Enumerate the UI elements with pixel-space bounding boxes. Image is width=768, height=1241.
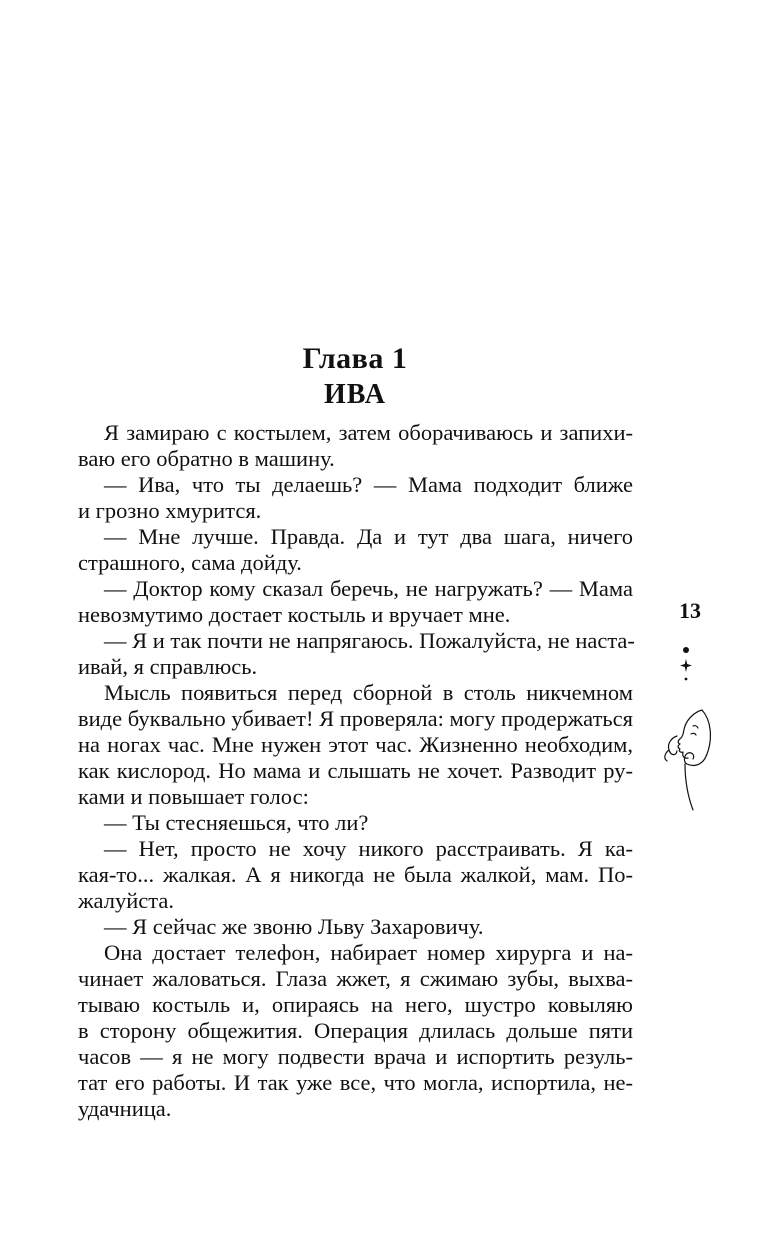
chapter-title: Глава 1 (302, 342, 408, 375)
text-line: — Я и так почти не напрягаюсь. Пожалуйста, не наста- (104, 628, 635, 653)
text-line: — Ива, что ты делаешь? — Мама подходит ближе (104, 472, 633, 497)
text-line: — Мне лучше. Правда. Да и тут два шага, ничего (104, 524, 633, 549)
text-line: ками и повышает голос: (78, 784, 309, 809)
text-line: ваю его обратно в машину. (78, 446, 335, 471)
text-line: тываю костыль и, опираясь на него, шустро ковыляю (78, 992, 633, 1017)
chapter-subtitle: ИВА (324, 379, 386, 410)
text-line: на ногах час. Мне нужен этот час. Жизненно необходим, (78, 732, 633, 757)
chapter-body-text (78, 420, 633, 1122)
text-line: часов — я не могу подвести врача и испортить резуль- (78, 1044, 633, 1069)
text-line: — Нет, просто не хочу никого расстраивать. Я ка- (104, 836, 633, 861)
text-line: в сторону общежития. Операция длилась дольше пяти (78, 1018, 633, 1043)
text-line: жалуйста. (78, 888, 174, 913)
text-line: кая-то... жалкая. А я никогда не была жалкой, мам. По- (78, 862, 633, 887)
text-line: Мысль появиться перед сборной в столь никчемном (104, 680, 633, 705)
text-line: виде буквально убивает! Я проверяла: могу продержаться (78, 706, 633, 731)
text-line: невозмутимо достает костыль и вручает мне. (78, 602, 511, 627)
text-line: Она достает телефон, набирает номер хирурга и на- (104, 940, 633, 965)
text-line: ивай, я справлюсь. (78, 654, 258, 679)
text-line: Я замираю с костылем, затем оборачиваюсь и запихи- (104, 420, 633, 445)
dots-ornament-icon (676, 645, 696, 685)
text-line: тат его работы. И так уже все, что могла, испортила, не- (78, 1070, 633, 1095)
text-line: чинает жаловаться. Глаза жжет, я сжимаю зубы, выхва- (78, 966, 633, 991)
text-line: — Я сейчас же звоню Льву Захаровичу. (104, 914, 484, 939)
text-line: удачница. (78, 1096, 172, 1121)
text-line: страшного, сама дойду. (78, 550, 302, 575)
text-line: как кислород. Но мама и слышать не хочет. Разводит ру- (78, 758, 633, 783)
text-line: — Доктор кому сказал беречь, не нагружать? — Мама (104, 576, 633, 601)
text-line: — Ты стесняешься, что ли? (104, 810, 369, 835)
face-line-art-icon (655, 706, 715, 816)
text-line: и грозно хмурится. (78, 498, 262, 523)
page-number: 13 (679, 598, 701, 623)
